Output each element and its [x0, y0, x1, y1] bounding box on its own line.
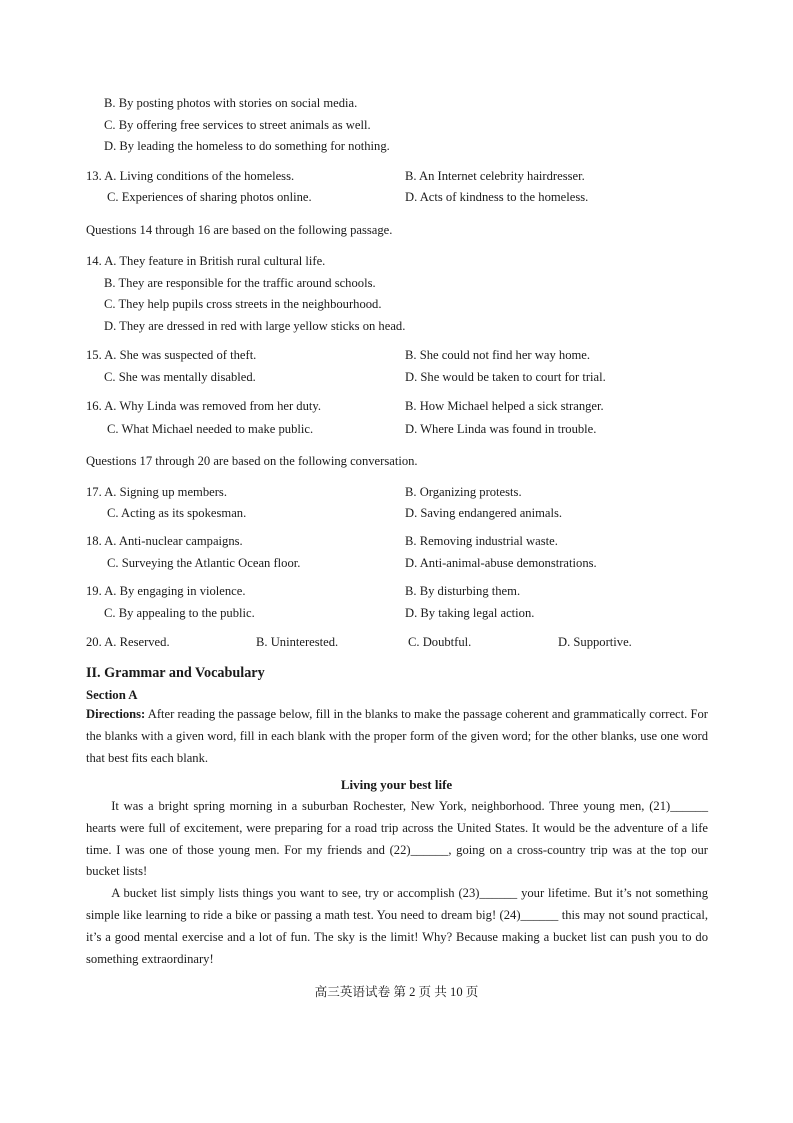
q13-option-c: C. Experiences of sharing photos online. — [107, 190, 312, 204]
q13-option-d: D. Acts of kindness to the homeless. — [405, 190, 589, 204]
q14-option-a: 14. A. They feature in British rural cultural life. — [86, 254, 326, 268]
q16-option-a: 16. A. Why Linda was removed from her duty. — [86, 399, 322, 413]
q12-option-b: B. By posting photos with stories on social media. — [104, 96, 358, 110]
q15-option-c: C. She was mentally disabled. — [104, 370, 256, 384]
q14-option-c: C. They help pupils cross streets in the neighbourhood. — [104, 297, 382, 311]
q18-option-a: 18. A. Anti-nuclear campaigns. — [86, 534, 243, 548]
directions-label: Directions: — [86, 707, 146, 721]
q20-option-c: C. Doubtful. — [408, 635, 472, 649]
passage-body — [86, 796, 708, 970]
q15-option-d: D. She would be taken to court for trial. — [405, 370, 606, 384]
q15-option-a: 15. A. She was suspected of theft. — [86, 348, 257, 362]
section-heading: II. Grammar and Vocabulary — [86, 665, 265, 681]
q20-option-d: D. Supportive. — [558, 635, 632, 649]
q18-option-c: C. Surveying the Atlantic Ocean floor. — [107, 556, 301, 570]
q12-option-c: C. By offering free services to street animals as well. — [104, 118, 371, 132]
q19-option-b: B. By disturbing them. — [405, 584, 521, 598]
passage-intro-14-16: Questions 14 through 16 are based on the following passage. — [86, 223, 393, 237]
q16-option-c: C. What Michael needed to make public. — [107, 422, 314, 436]
q12-option-d: D. By leading the homeless to do something for nothing. — [104, 139, 390, 153]
q13-option-a: 13. A. Living conditions of the homeless. — [86, 169, 295, 183]
passage-intro-17-20: Questions 17 through 20 are based on the following conversation. — [86, 454, 418, 468]
q14-option-d: D. They are dressed in red with large yellow sticks on head. — [104, 319, 406, 333]
q19-option-a: 19. A. By engaging in violence. — [86, 584, 246, 598]
passage-paragraph-2: A bucket list simply lists things you want to see, try or accomplish (23)______ your lifetime. But it’s not something simple like learning to ride a bike or passing a math test. You need to dream big! (24)______ this may not sound practical, it’s a good mental exercise and a lot of fun. The sky is the limit! Why? Because making a bucket list can push you to do something extraordinary! — [86, 886, 708, 966]
q17-option-d: D. Saving endangered animals. — [405, 506, 563, 520]
passage-title: Living your best life — [340, 777, 453, 792]
q18-option-d: D. Anti-animal-abuse demonstrations. — [405, 556, 597, 570]
directions-text: After reading the passage below, fill in the blanks to make the passage coherent and grammatically correct. For the blanks with a given word, fill in each blank with the proper form of the given word; for the other blanks, use one word that best fits each blank. — [86, 707, 708, 765]
q19-option-d: D. By taking legal action. — [405, 606, 535, 620]
q17-option-c: C. Acting as its spokesman. — [107, 506, 247, 520]
q14-option-b: B. They are responsible for the traffic around schools. — [104, 276, 376, 290]
q20-option-a: 20. A. Reserved. — [86, 635, 170, 649]
q17-option-a: 17. A. Signing up members. — [86, 485, 227, 499]
page-footer: 高三英语试卷 第 2 页 共 10 页 — [314, 985, 479, 999]
q16-option-b: B. How Michael helped a sick stranger. — [405, 399, 604, 413]
q18-option-b: B. Removing industrial waste. — [405, 534, 558, 548]
q17-option-b: B. Organizing protests. — [405, 485, 522, 499]
q20-option-b: B. Uninterested. — [256, 635, 339, 649]
directions-block — [86, 704, 708, 769]
passage-paragraph-1: It was a bright spring morning in a suburban Rochester, New York, neighborhood. Three young men, (21)______ hearts were full of excitement, were preparing for a road trip across the United States. It would be the adventure of a life time. I was one of those young men. For my friends and (22)______, going on a cross-country trip was at the top our bucket lists! — [86, 799, 708, 879]
q13-option-b: B. An Internet celebrity hairdresser. — [405, 169, 585, 183]
q19-option-c: C. By appealing to the public. — [104, 606, 255, 620]
q15-option-b: B. She could not find her way home. — [405, 348, 591, 362]
section-a-label: Section A — [86, 688, 138, 702]
q16-option-d: D. Where Linda was found in trouble. — [405, 422, 597, 436]
